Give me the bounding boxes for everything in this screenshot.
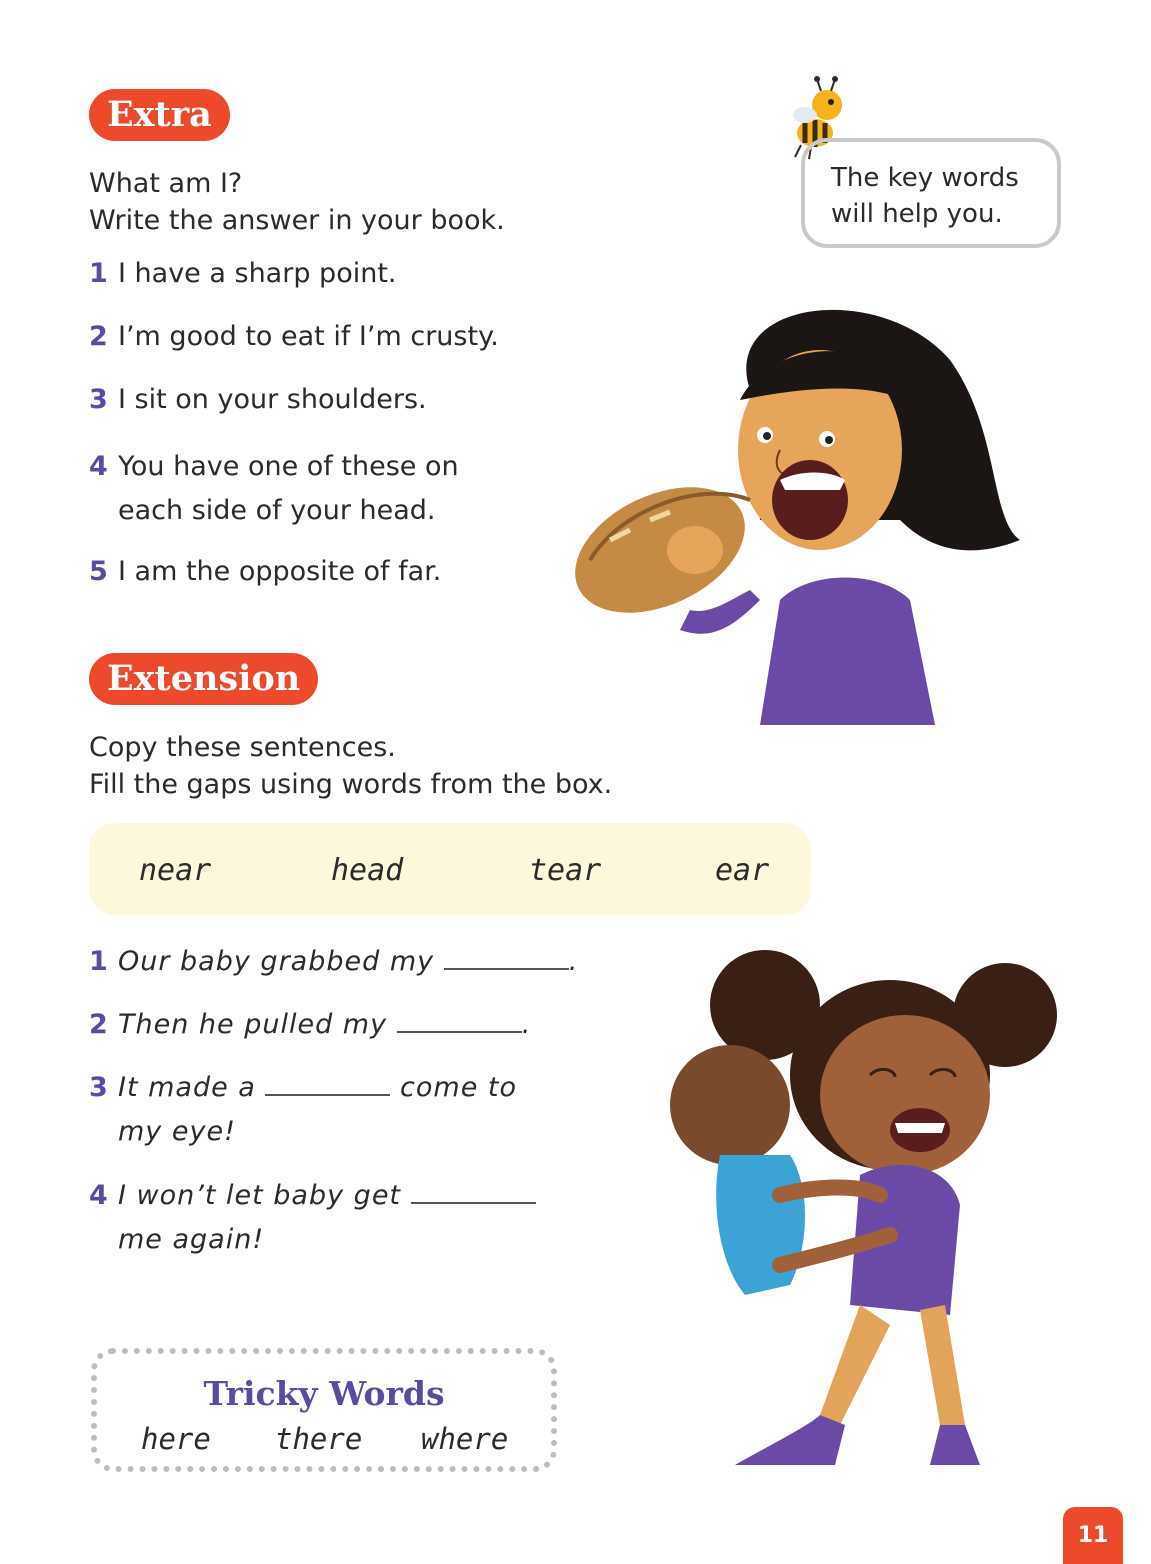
item-number: 2 [89, 1009, 109, 1040]
item-number: 4 [89, 451, 108, 482]
extension-item-2 [89, 1003, 531, 1047]
extension-item-4 [89, 1174, 536, 1262]
item-text: I am the opposite of far. [118, 556, 442, 587]
tricky-word: there [275, 1422, 363, 1456]
callout-line2: will help you. [831, 199, 1003, 229]
item-number: 2 [89, 321, 108, 352]
item-text: Our baby grabbed my [118, 946, 435, 977]
answer-blank[interactable] [444, 940, 569, 970]
item-text-line2: each side of your head. [118, 495, 436, 526]
extra-intro-instruction: Write the answer in your book. [89, 205, 505, 236]
extension-badge: Extension [89, 653, 318, 705]
word-box-word: head [331, 853, 404, 888]
item-text-line1: You have one of these on [118, 451, 459, 482]
extra-item-2 [89, 318, 499, 355]
extra-item-1 [89, 255, 397, 292]
word-box-word: ear [715, 853, 770, 888]
item-text-after: come to [400, 1072, 518, 1103]
extension-intro-line1: Copy these sentences. [89, 732, 396, 763]
tricky-word: where [421, 1422, 509, 1456]
tricky-word: here [141, 1422, 211, 1456]
girl-eating-bread-illustration [550, 300, 1030, 730]
item-text: I have a sharp point. [118, 258, 397, 289]
callout-line1: The key words [831, 163, 1019, 193]
answer-blank[interactable] [397, 1003, 522, 1033]
page-number: 11 [1063, 1507, 1123, 1564]
extra-item-3 [89, 381, 427, 418]
item-punct: . [521, 1009, 532, 1040]
item-text: It made a [118, 1072, 256, 1103]
tricky-words-box [91, 1348, 557, 1472]
item-number: 5 [89, 556, 108, 587]
word-box [89, 823, 811, 915]
item-punct: . [568, 946, 579, 977]
hint-callout [801, 138, 1061, 248]
item-text: I sit on your shoulders. [118, 384, 427, 415]
extra-badge: Extra [89, 89, 230, 141]
extension-item-3 [89, 1066, 517, 1154]
answer-blank[interactable] [265, 1066, 390, 1096]
extension-intro-line2: Fill the gaps using words from the box. [89, 769, 613, 800]
word-box-word: near [139, 853, 212, 888]
item-number: 1 [89, 946, 109, 977]
item-text: I won’t let baby get [118, 1180, 402, 1211]
tricky-words-title: Tricky Words [203, 1374, 445, 1413]
item-text: I’m good to eat if I’m crusty. [118, 321, 499, 352]
girl-holding-baby-illustration [660, 945, 1060, 1485]
extra-item-5 [89, 553, 441, 590]
item-text-line2: me again! [118, 1224, 265, 1255]
item-text-line2: my eye! [118, 1116, 236, 1147]
item-number: 3 [89, 384, 108, 415]
extension-item-1 [89, 940, 578, 984]
answer-blank[interactable] [411, 1174, 536, 1204]
extra-intro-question: What am I? [89, 168, 243, 199]
word-box-word: tear [529, 853, 602, 888]
extra-item-4 [89, 445, 459, 533]
item-number: 3 [89, 1072, 109, 1103]
item-number: 1 [89, 258, 108, 289]
item-text: Then he pulled my [118, 1009, 388, 1040]
item-number: 4 [89, 1180, 109, 1211]
